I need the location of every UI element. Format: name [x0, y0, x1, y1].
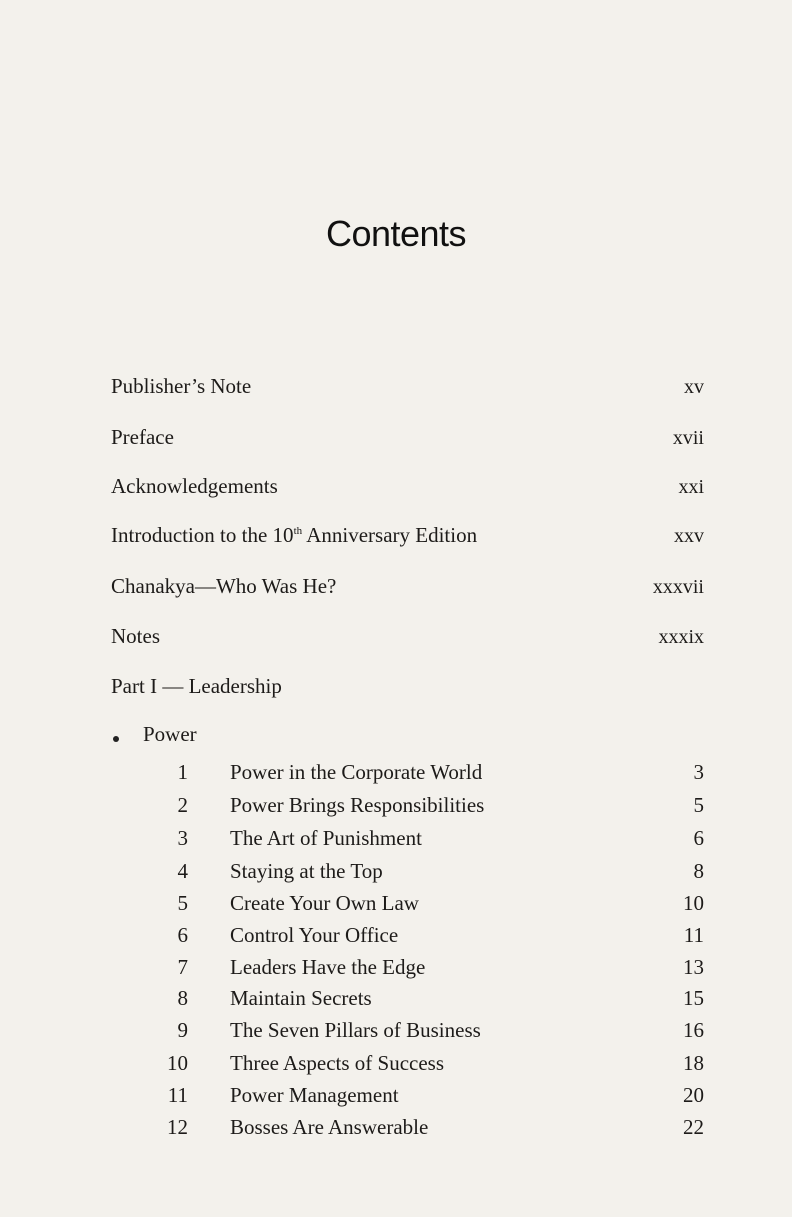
chapter-title: Power Brings Responsibilities [230, 793, 485, 817]
front-matter-page: xvii [672, 427, 704, 449]
chapter-title: Staying at the Top [230, 859, 383, 883]
front-matter-label-superscript: th [293, 525, 303, 537]
chapter-title: The Seven Pillars of Business [230, 1018, 481, 1042]
chapter-number: 8 [177, 986, 188, 1010]
chapter-number: 4 [177, 859, 188, 883]
chapter-number: 2 [177, 793, 188, 817]
chapter-page: 3 [693, 760, 704, 784]
front-matter-label: Notes [111, 624, 160, 648]
front-matter-page: xxi [678, 476, 704, 498]
chapter-page: 15 [683, 986, 704, 1010]
chapter-page: 13 [683, 955, 704, 979]
chapter-title: Power in the Corporate World [230, 760, 483, 784]
chapter-number: 9 [177, 1018, 188, 1042]
chapter-number: 7 [177, 955, 188, 979]
chapter-number: 6 [177, 923, 188, 947]
chapter-number: 11 [167, 1083, 188, 1107]
front-matter-label-suffix: Anniversary Edition [302, 523, 478, 547]
chapter-number: 10 [167, 1051, 188, 1075]
chapter-page: 22 [683, 1115, 704, 1139]
chapter-number: 3 [177, 826, 188, 850]
chapter-title: Create Your Own Law [230, 891, 419, 915]
chapter-page: 18 [683, 1051, 704, 1075]
chapter-title: The Art of Punishment [230, 826, 422, 850]
page-title: Contents [325, 213, 467, 254]
chapter-page: 20 [683, 1083, 704, 1107]
chapter-title: Power Management [230, 1083, 399, 1107]
chapter-page: 6 [693, 826, 704, 850]
front-matter-label-prefix: Introduction to the 10 [111, 523, 294, 547]
chapter-page: 8 [693, 859, 704, 883]
bullet-icon [113, 736, 119, 742]
chapter-title: Leaders Have the Edge [230, 955, 426, 979]
chapter-number: 5 [177, 891, 188, 915]
front-matter-page: xxxix [658, 626, 704, 648]
chapter-number: 1 [177, 760, 188, 784]
front-matter-page: xv [684, 376, 704, 398]
section-title: Power [143, 722, 197, 746]
front-matter-label: Chanakya—Who Was He? [111, 574, 337, 598]
chapter-page: 5 [693, 793, 704, 817]
chapter-title: Bosses Are Answerable [230, 1115, 429, 1139]
front-matter-page: xxv [674, 525, 704, 547]
chapter-title: Maintain Secrets [230, 986, 372, 1010]
chapter-number: 12 [167, 1115, 188, 1139]
chapter-page: 10 [683, 891, 704, 915]
chapter-title: Three Aspects of Success [230, 1051, 445, 1075]
front-matter-label [111, 523, 477, 548]
front-matter-page: xxxvii [652, 576, 704, 598]
chapter-page: 11 [683, 923, 704, 947]
front-matter-label: Publisher’s Note [111, 374, 252, 398]
front-matter-label: Acknowledgements [111, 474, 278, 498]
part-title: Part I — Leadership [111, 674, 282, 698]
chapter-page: 16 [683, 1018, 704, 1042]
chapter-title: Control Your Office [230, 923, 399, 947]
front-matter-label: Preface [111, 425, 174, 449]
